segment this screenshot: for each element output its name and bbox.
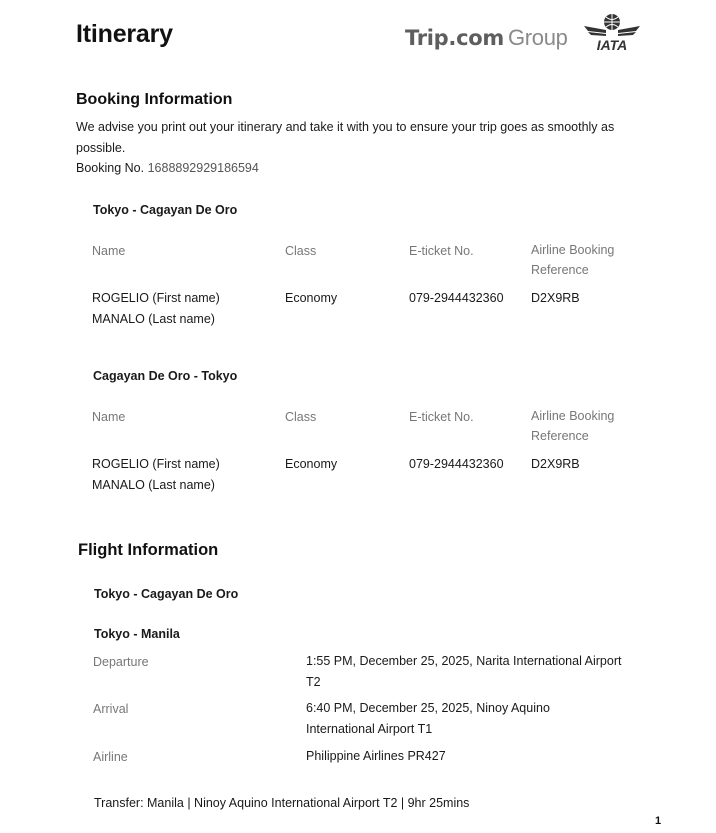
airline-booking-ref: D2X9RB	[531, 291, 580, 305]
col-name-label: Name	[92, 410, 126, 424]
col-name-label: Name	[92, 244, 126, 258]
booking-info-heading: Booking Information	[76, 91, 233, 108]
col-ref-label: Airline Booking Reference	[531, 243, 615, 277]
col-class-label: Class	[285, 244, 317, 258]
booking-number	[76, 158, 259, 179]
iata-logo-icon	[582, 12, 642, 54]
booking-number-value: 1688892929186594	[147, 161, 259, 175]
logo-trip-text: Trip.com	[405, 26, 504, 50]
col-eticket-label: E-ticket No.	[409, 410, 474, 424]
passenger-class: Economy	[285, 291, 338, 305]
flight-segment-title: Tokyo - Manila	[94, 627, 180, 641]
passenger-name: ROGELIO (First name) MANALO (Last name)	[92, 291, 220, 326]
arrival-value: 6:40 PM, December 25, 2025, Ninoy Aquino International Airport T1	[306, 701, 550, 736]
col-eticket-label: E-ticket No.	[409, 244, 474, 258]
col-class-label: Class	[285, 410, 317, 424]
arrival-label: Arrival	[93, 702, 129, 716]
trip-com-group-logo	[405, 24, 568, 51]
flight-route-title: Tokyo - Cagayan De Oro	[94, 587, 239, 601]
logo-group-text: Group	[507, 25, 568, 50]
departure-label: Departure	[93, 655, 149, 669]
airline-value: Philippine Airlines PR427	[306, 749, 446, 763]
airline-booking-ref: D2X9RB	[531, 457, 580, 471]
booking-advice-text: We advise you print out your itinerary and take it with you to ensure your trip goes as smoothly as possible.	[76, 120, 615, 155]
page-title: Itinerary	[76, 20, 173, 48]
booking-number-label: Booking No.	[76, 161, 145, 175]
iata-label: IATA	[596, 37, 628, 53]
col-ref-label: Airline Booking Reference	[531, 409, 615, 443]
eticket-number: 079-2944432360	[409, 457, 504, 471]
transfer-info: Transfer: Manila | Ninoy Aquino International Airport T2 | 9hr 25mins	[94, 796, 470, 810]
departure-value: 1:55 PM, December 25, 2025, Narita International Airport T2	[306, 654, 622, 689]
eticket-number: 079-2944432360	[409, 291, 504, 305]
page-number: 1	[655, 815, 662, 827]
leg-route-title: Cagayan De Oro - Tokyo	[93, 369, 238, 383]
leg-route-title: Tokyo - Cagayan De Oro	[93, 203, 238, 217]
airline-label: Airline	[93, 750, 128, 764]
passenger-name: ROGELIO (First name) MANALO (Last name)	[92, 457, 220, 492]
passenger-class: Economy	[285, 457, 338, 471]
flight-info-heading: Flight Information	[78, 541, 219, 559]
